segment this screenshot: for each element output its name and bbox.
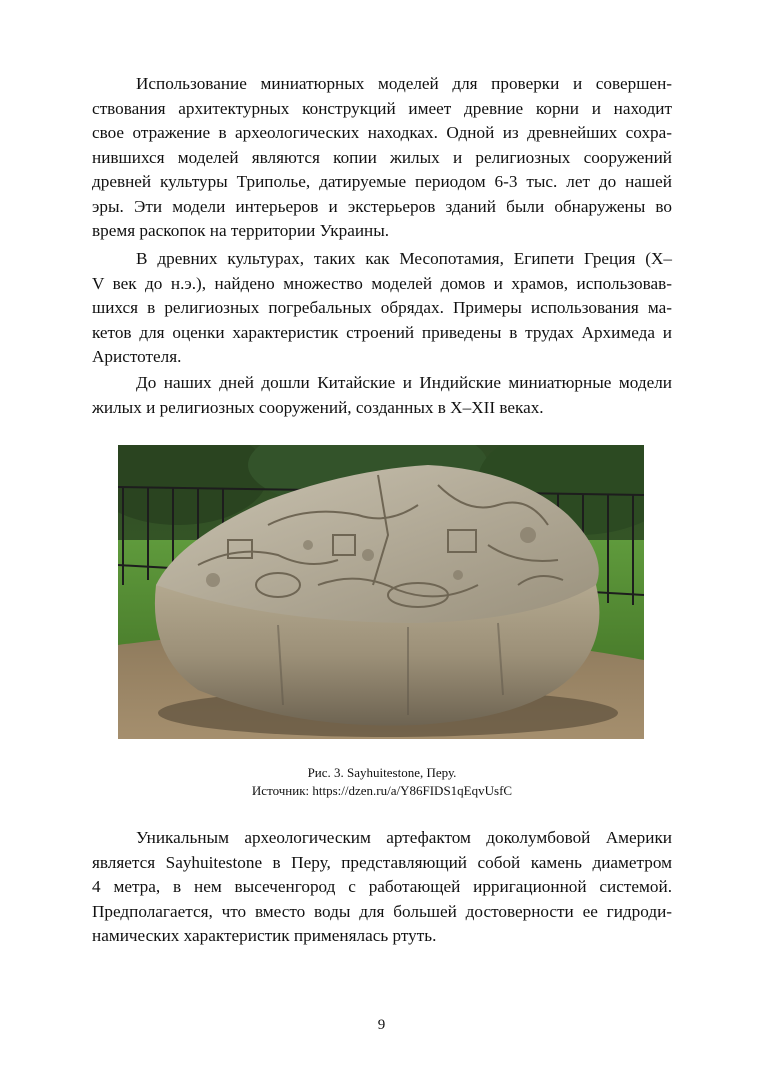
text-line: Уникальным археологическим артефактом доколумбовой Америки	[136, 828, 672, 847]
text-line: До наших дней дошли Китайские и Индийские миниатюрные модели	[136, 373, 672, 392]
text-line: Аристотеля.	[92, 347, 182, 366]
figure-photo-sayhuitestone	[118, 445, 644, 739]
text-line: кетов для оценки характеристик строений приведены в трудах Архимеда и	[92, 322, 672, 342]
text-line: 4 метра, в нем высеченгород с работающей ирригационной системой.	[92, 877, 672, 896]
paragraph-3	[92, 371, 672, 420]
text-line: В древних культурах, таких как Месопотамия, Египети Греция (X–	[136, 249, 672, 268]
paragraph-1	[92, 72, 672, 244]
page-number: 9	[377, 1017, 386, 1033]
figure-caption: Рис. 3. Sayhuitestone, Перу.	[307, 765, 457, 780]
text-line: нившихся моделей являются копии жилых и религиозных сооружений	[92, 147, 672, 167]
text-line: V век до н.э.), найдено множество моделей домов и храмов, использовав-	[92, 273, 672, 293]
text-line: свое отражение в археологических находках. Одной из древнейших сохра-	[92, 123, 672, 142]
text-line: шихся в религиозных погребальных обрядах. Примеры использования ма-	[92, 298, 672, 317]
text-line: ствования архитектурных конструкций имеет древние корни и находит	[92, 98, 672, 118]
paragraph-4	[92, 826, 672, 949]
text-line: Предполагается, что вместо воды для большей достоверности ее гидроди-	[92, 901, 672, 921]
text-line: эры. Эти модели интерьеров и экстерьеров зданий были обнаружены во	[92, 196, 672, 216]
paragraph-2	[92, 247, 672, 370]
stone-photo-illustration	[118, 445, 644, 739]
text-line: является Sayhuitestone в Перу, представляющий собой камень диаметром	[92, 852, 672, 872]
figure-source: Источник: https://dzen.ru/a/Y86FIDS1qEqvUsfC	[251, 783, 513, 798]
text-line: намических характеристик применялась ртуть.	[92, 926, 437, 945]
text-line: жилых и религиозных сооружений, созданных в X–XII веках.	[92, 397, 544, 417]
text-line: время раскопок на территории Украины.	[92, 221, 390, 240]
text-line: Использование миниатюрных моделей для проверки и совершен-	[136, 74, 672, 93]
text-line: древней культуры Триполье, датируемые периодом 6-3 тыс. лет до нашей	[92, 172, 672, 191]
